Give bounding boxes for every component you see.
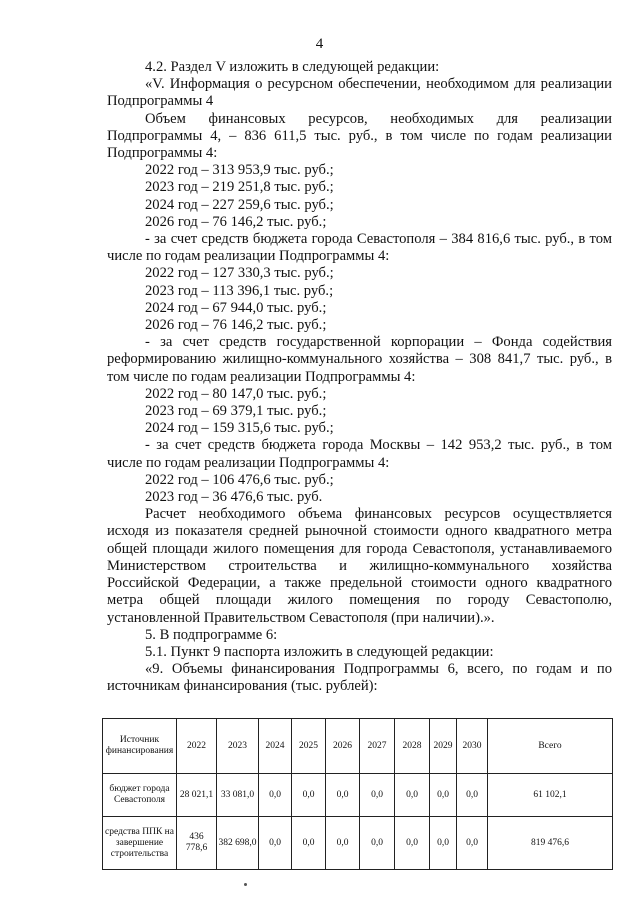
table-header-cell: 2025: [292, 719, 326, 774]
page-number: 4: [315, 36, 324, 52]
year-amount-line: 2022 год – 313 953,9 тыс. руб.;: [145, 162, 334, 179]
year-amount-line: 2026 год – 76 146,2 тыс. руб.;: [145, 317, 327, 334]
table-row: [103, 817, 613, 870]
table-header-cell: 2026: [326, 719, 360, 774]
table-value-cell: 0,0: [360, 817, 395, 870]
table-value-cell: 0,0: [457, 817, 488, 870]
year-amount-line: 2026 год – 76 146,2 тыс. руб.;: [145, 213, 327, 230]
year-amount-line: 2022 год – 106 476,6 тыс. руб.;: [145, 471, 334, 488]
table-source-cell: средства ППК на завершение строительства: [103, 817, 177, 870]
paragraph: Расчет необходимого объема финансовых ресурсов осуществляется исходя из показателя средней рыночной стоимости одного квадратного метра общей площади жилого помещения для города Севастополя, устанавливаемого Министерством строительства и жилищно-коммунального хозяйства Российской Федерации, а также предельной стоимости одного квадратного метра общей площади жилого помещения по городу Севастополю, установленной Правительством Севастополя (при наличии).».: [107, 506, 612, 626]
table-row: [103, 774, 613, 817]
table-value-cell: 28 021,1: [177, 774, 217, 817]
financing-table: [102, 718, 613, 870]
table-header-cell: 2030: [457, 719, 488, 774]
table-header-cell: 2023: [217, 719, 259, 774]
table-header-row: [103, 719, 613, 774]
paragraph: 5. В подпрограмме 6:: [145, 626, 278, 643]
table-header-cell: 2029: [430, 719, 457, 774]
table-header-cell: Источник финансирования: [103, 719, 177, 774]
table-value-cell: 382 698,0: [217, 817, 259, 870]
table-header-cell: 2024: [259, 719, 292, 774]
paragraph: 5.1. Пункт 9 паспорта изложить в следующей редакции:: [145, 643, 494, 660]
year-amount-line: 2024 год – 159 315,6 тыс. руб.;: [145, 420, 334, 437]
table-value-cell: 0,0: [259, 817, 292, 870]
table-value-cell: 0,0: [395, 817, 430, 870]
paragraph: - за счет средств государственной корпорации – Фонда содействия реформированию жилищно-коммунального хозяйства – 308 841,7 тыс. руб., в том числе по годам реализации Подпрограммы 4:: [107, 334, 612, 385]
table-value-cell: 436 778,6: [177, 817, 217, 870]
table-value-cell: 33 081,0: [217, 774, 259, 817]
year-amount-line: 2024 год – 227 259,6 тыс. руб.;: [145, 196, 334, 213]
year-amount-line: 2022 год – 80 147,0 тыс. руб.;: [145, 385, 327, 402]
table-value-cell: 61 102,1: [488, 774, 613, 817]
table-value-cell: 0,0: [360, 774, 395, 817]
table-value-cell: 819 476,6: [488, 817, 613, 870]
paragraph: 4.2. Раздел V изложить в следующей редакции:: [145, 59, 440, 75]
table-source-cell: бюджет города Севастополя: [103, 774, 177, 817]
table-value-cell: 0,0: [395, 774, 430, 817]
paragraph: «9. Объемы финансирования Подпрограммы 6, всего, по годам и по источникам финансирования (тыс. рублей):: [107, 661, 612, 695]
year-amount-line: 2023 год – 219 251,8 тыс. руб.;: [145, 179, 334, 196]
table-value-cell: 0,0: [457, 774, 488, 817]
table-value-cell: 0,0: [430, 817, 457, 870]
table-value-cell: 0,0: [326, 817, 360, 870]
table-value-cell: 0,0: [292, 774, 326, 817]
document-body: [107, 59, 612, 696]
year-amount-line: 2023 год – 113 396,1 тыс. руб.;: [145, 282, 334, 299]
year-amount-line: 2024 год – 67 944,0 тыс. руб.;: [145, 299, 327, 316]
table-header-cell: 2027: [360, 719, 395, 774]
paragraph: «V. Информация о ресурсном обеспечении, необходимом для реализации Подпрограммы 4: [107, 76, 612, 110]
paragraph: - за счет средств бюджета города Севастополя – 384 816,6 тыс. руб., в том числе по годам реализации Подпрограммы 4:: [107, 231, 612, 265]
paragraph: Объем финансовых ресурсов, необходимых для реализации Подпрограммы 4, – 836 611,5 тыс. руб., в том числе по годам реализации Подпрограммы 4:: [107, 110, 612, 162]
paragraph: - за счет средств бюджета города Москвы – 142 953,2 тыс. руб., в том числе по годам реализации Подпрограммы 4:: [107, 437, 612, 471]
table-header-cell: Всего: [488, 719, 613, 774]
year-amount-line: 2023 год – 36 476,6 тыс. руб.: [145, 489, 323, 506]
table-header-cell: 2028: [395, 719, 430, 774]
financing-table-container: [102, 718, 612, 870]
table-header-cell: 2022: [177, 719, 217, 774]
table-value-cell: 0,0: [292, 817, 326, 870]
table-value-cell: 0,0: [326, 774, 360, 817]
table-value-cell: 0,0: [259, 774, 292, 817]
table-value-cell: 0,0: [430, 774, 457, 817]
year-amount-line: 2023 год – 69 379,1 тыс. руб.;: [145, 403, 327, 420]
scan-speck: [244, 883, 247, 886]
year-amount-line: 2022 год – 127 330,3 тыс. руб.;: [145, 265, 334, 282]
